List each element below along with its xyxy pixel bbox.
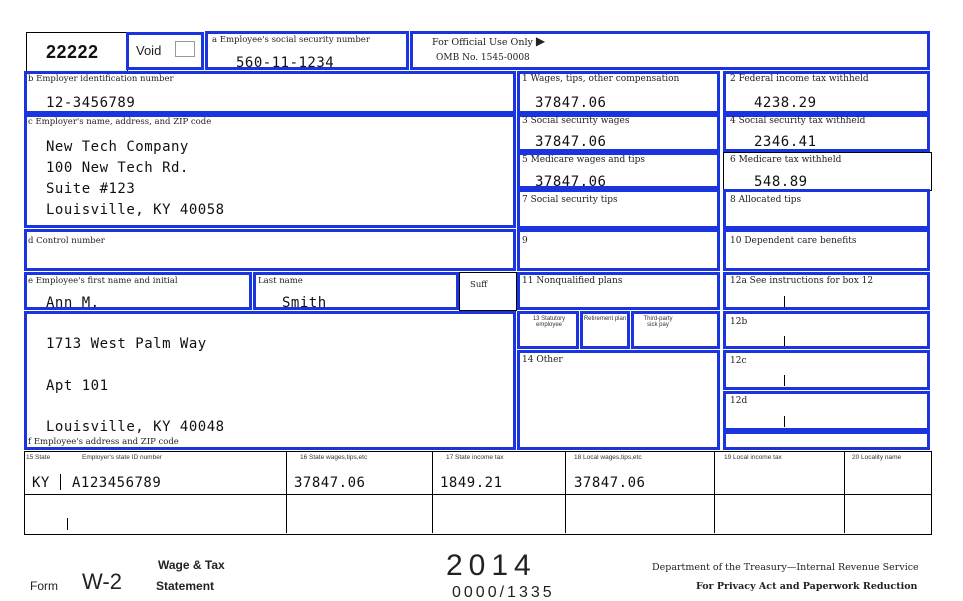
box-a-label: a Employee's social security number bbox=[212, 35, 370, 45]
state-col-4 bbox=[714, 451, 715, 533]
state-col-5 bbox=[844, 451, 845, 533]
box-12c[interactable] bbox=[723, 350, 930, 390]
box-c-line-1: New Tech Company bbox=[46, 139, 189, 155]
box-12a-divider bbox=[784, 296, 785, 307]
box-12d[interactable] bbox=[723, 391, 930, 431]
box-f-line-3: Louisville, KY 40048 bbox=[46, 419, 225, 435]
box-e-first-label: e Employee's first name and initial bbox=[28, 276, 178, 286]
box-12-extra bbox=[723, 431, 930, 450]
box-17-label: 17 State income tax bbox=[446, 454, 504, 461]
box-12b-label: 12b bbox=[730, 317, 748, 327]
box-e-last-label: Last name bbox=[258, 276, 303, 286]
box-20-label: 20 Locality name bbox=[852, 454, 902, 461]
box-7-label: 7 Social security tips bbox=[522, 195, 618, 205]
box-14-label: 14 Other bbox=[522, 355, 563, 365]
box-d-label: d Control number bbox=[28, 236, 105, 246]
box-a-value: 560-11-1234 bbox=[236, 55, 335, 71]
box-1-label: 1 Wages, tips, other compensation bbox=[522, 74, 680, 84]
box-2-label: 2 Federal income tax withheld bbox=[730, 74, 869, 84]
box-b-label: b Employer identification number bbox=[28, 74, 174, 84]
box-12d-divider bbox=[784, 416, 785, 427]
box-8-label: 8 Allocated tips bbox=[730, 195, 802, 205]
box-13-retirement-label: Retirement plan bbox=[583, 316, 627, 322]
box-2-value: 4238.29 bbox=[754, 95, 817, 111]
box-4-label: 4 Social security tax withheld bbox=[730, 116, 866, 126]
box-c-line-4: Louisville, KY 40058 bbox=[46, 202, 225, 218]
box-e-last-value: Smith bbox=[282, 295, 327, 311]
box-12d-label: 12d bbox=[730, 396, 748, 406]
box-6-value: 548.89 bbox=[754, 174, 808, 190]
box-18-label: 18 Local wages,tips,etc bbox=[574, 454, 642, 461]
box-1-value: 37847.06 bbox=[535, 95, 607, 111]
box-15-separator-row2 bbox=[67, 518, 68, 530]
box-11-label: 11 Nonqualified plans bbox=[522, 276, 623, 286]
form-name: W-2 bbox=[82, 569, 122, 594]
box-13-thirdparty-label: Third-party sick pay bbox=[643, 316, 673, 329]
box-c-line-3: Suite #123 bbox=[46, 181, 136, 197]
omb-number: OMB No. 1545-0008 bbox=[436, 53, 530, 63]
privacy-act: For Privacy Act and Paperwork Reduction bbox=[696, 581, 918, 592]
box-16-label: 16 State wages,tips,etc bbox=[300, 454, 368, 461]
box-e-suffix-label: Suff bbox=[470, 280, 488, 290]
box-c-label: c Employer's name, address, and ZIP code bbox=[28, 117, 212, 127]
box-9[interactable] bbox=[517, 229, 720, 271]
box-3-label: 3 Social security wages bbox=[522, 116, 630, 126]
box-15-label: 15 State bbox=[26, 454, 51, 461]
form-title-1: Wage & Tax bbox=[158, 558, 225, 572]
state-col-2 bbox=[432, 451, 433, 533]
box-19-label: 19 Local income tax bbox=[724, 454, 782, 461]
state-row-divider bbox=[24, 494, 931, 495]
box-12b-divider bbox=[784, 336, 785, 346]
box-12a-label: 12a See instructions for box 12 bbox=[730, 276, 874, 286]
arrow-right-icon: ▶ bbox=[535, 34, 546, 48]
box-e-first-value: Ann M. bbox=[46, 295, 100, 311]
box-10-label: 10 Dependent care benefits bbox=[730, 236, 857, 246]
box-6-label: 6 Medicare tax withheld bbox=[730, 155, 842, 165]
official-use-label: For Official Use Only ▶ bbox=[432, 34, 546, 48]
box-13-statutory-label: 13 Statutory employee bbox=[532, 316, 566, 329]
box-15-id-value: A123456789 bbox=[72, 475, 162, 491]
box-17-value: 1849.21 bbox=[440, 475, 503, 491]
state-col-1 bbox=[286, 451, 287, 533]
box-b-value: 12-3456789 bbox=[46, 95, 136, 111]
box-e-suffix[interactable] bbox=[459, 272, 517, 311]
box-14[interactable] bbox=[517, 350, 720, 450]
box-f-label: f Employee's address and ZIP code bbox=[28, 437, 179, 447]
box-16-value: 37847.06 bbox=[294, 475, 366, 491]
box-5-label: 5 Medicare wages and tips bbox=[522, 155, 645, 165]
box-12b[interactable] bbox=[723, 311, 930, 349]
box-9-label: 9 bbox=[522, 236, 528, 246]
box-5-value: 37847.06 bbox=[535, 174, 607, 190]
box-3-value: 37847.06 bbox=[535, 134, 607, 150]
box-18-value: 37847.06 bbox=[574, 475, 646, 491]
box-c-line-2: 100 New Tech Rd. bbox=[46, 160, 189, 176]
box-4-value: 2346.41 bbox=[754, 134, 817, 150]
box-f-line-2: Apt 101 bbox=[46, 378, 109, 394]
form-word: Form bbox=[30, 579, 58, 593]
box-15-state-value: KY bbox=[32, 475, 50, 491]
state-table bbox=[24, 451, 932, 535]
control-code: 22222 bbox=[46, 42, 99, 62]
dept-treasury: Department of the Treasury—Internal Revenue Service bbox=[652, 562, 919, 573]
form-title-2: Statement bbox=[156, 579, 215, 593]
void-label: Void bbox=[136, 43, 162, 58]
void-checkbox[interactable] bbox=[175, 41, 195, 57]
box-15-id-label: Employer's state ID number bbox=[82, 454, 162, 461]
box-15-separator bbox=[60, 474, 61, 490]
box-12c-label: 12c bbox=[730, 356, 747, 366]
state-col-3 bbox=[565, 451, 566, 533]
box-12c-divider bbox=[784, 375, 785, 386]
box-f-line-1: 1713 West Palm Way bbox=[46, 336, 207, 352]
tax-year: 2014 bbox=[446, 549, 537, 582]
cat-number: 0000/1335 bbox=[452, 584, 555, 601]
